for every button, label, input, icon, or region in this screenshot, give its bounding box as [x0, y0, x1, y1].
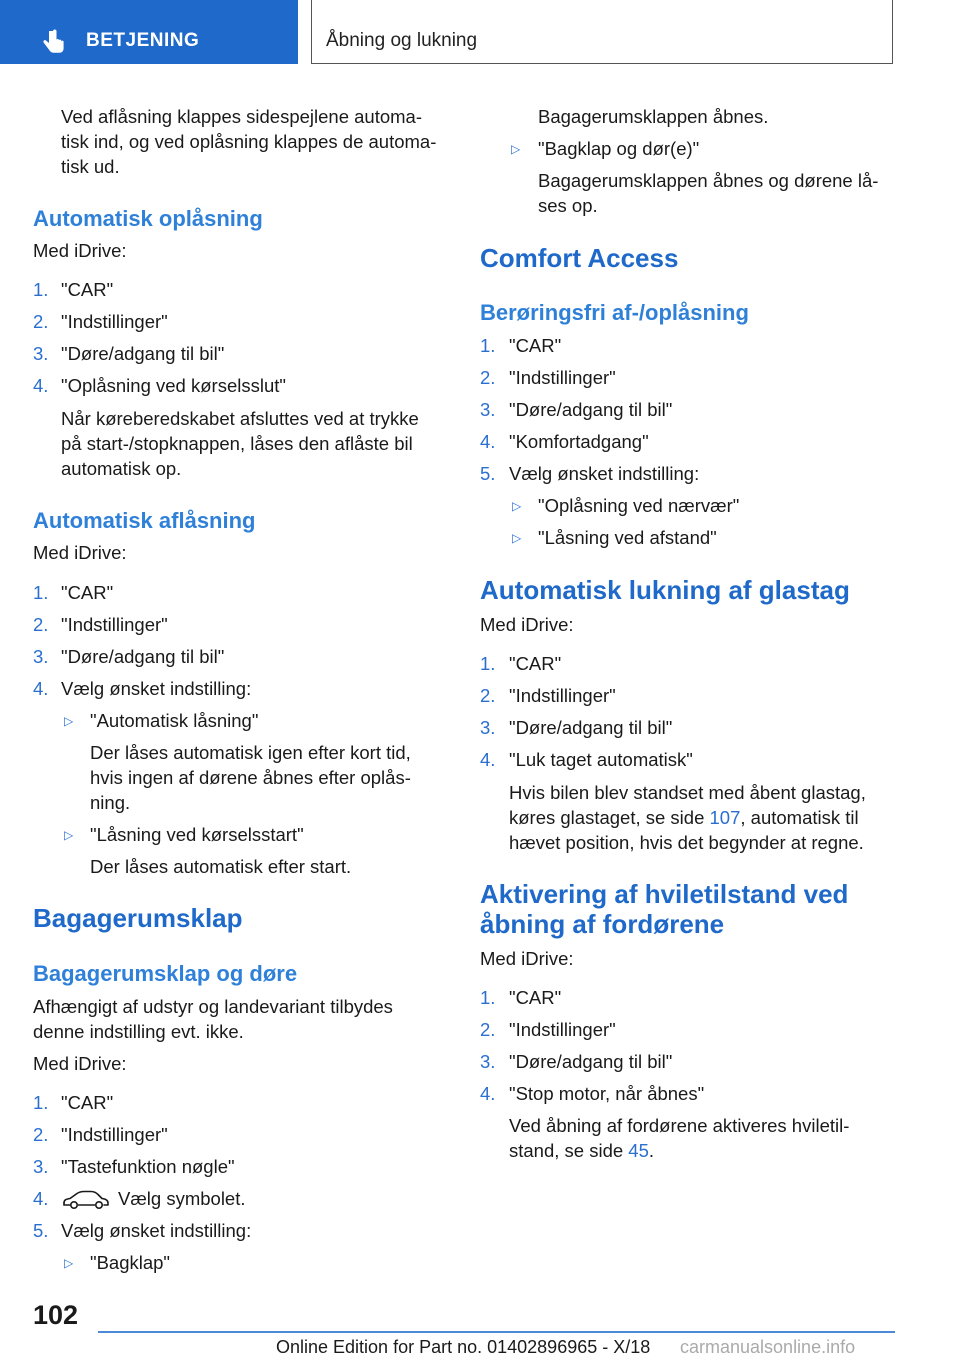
step-number: 3. — [480, 1051, 496, 1072]
note-line: hævet position, hvis det begynder at regne. — [509, 832, 864, 853]
heading-comfort-access: Comfort Access — [480, 243, 679, 273]
step-number: 3. — [33, 343, 49, 364]
hand-pointer-icon — [40, 28, 68, 56]
step-number: 3. — [33, 646, 49, 667]
step-text: "Oplåsning ved kørselsslut" — [61, 375, 286, 396]
step-text: Vælg ønsket indstilling: — [61, 1220, 252, 1241]
option-label: "Bagklap og dør(e)" — [538, 138, 700, 159]
option-desc: Der låses automatisk efter start. — [90, 856, 352, 877]
page-link-107[interactable]: 107 — [709, 807, 741, 828]
option-desc: Der låses automatisk igen efter kort tid, — [90, 742, 411, 763]
step-text: "Døre/adgang til bil" — [509, 1051, 673, 1072]
option-desc: Bagagerumsklappen åbnes og dørene lå- — [538, 170, 879, 191]
bullet-triangle-icon: ▷ — [64, 828, 74, 842]
step-text: "Indstillinger" — [509, 367, 616, 388]
edition-text: Online Edition for Part no. 01402896965 - X/18 — [276, 1337, 651, 1357]
step-text: "CAR" — [61, 1092, 114, 1113]
heading-standby-cont: åbning af fordørene — [480, 909, 725, 939]
intro-line: tisk ud. — [61, 156, 120, 177]
step-text: "CAR" — [61, 279, 114, 300]
lead-text: Med iDrive: — [33, 1053, 127, 1074]
note-line: Ved åbning af fordørene aktiveres hviletil- — [509, 1115, 850, 1136]
step-text: "Luk taget automatisk" — [509, 749, 693, 770]
lead-text: Med iDrive: — [33, 542, 127, 563]
step-number: 4. — [480, 431, 496, 452]
option-desc: ning. — [90, 792, 131, 813]
heading-trunk: Bagagerumsklap — [33, 903, 243, 933]
step-text: "CAR" — [509, 653, 562, 674]
intro-line: denne indstilling evt. ikke. — [33, 1021, 244, 1042]
step-text: "Indstillinger" — [509, 685, 616, 706]
note-line: automatisk op. — [61, 458, 182, 479]
step-text: "Indstillinger" — [61, 614, 168, 635]
page-title-tab — [311, 0, 893, 64]
step-number: 2. — [33, 614, 49, 635]
step-number: 2. — [33, 1124, 49, 1145]
step-number: 4. — [33, 1188, 49, 1209]
lead-text: Med iDrive: — [33, 240, 127, 261]
note-line: på start-/stopknappen, låses den aflåste bil — [61, 433, 413, 454]
heading-auto-unlock: Automatisk oplåsning — [33, 206, 263, 231]
car-outline-icon — [61, 1188, 111, 1210]
bullet-triangle-icon: ▷ — [512, 499, 522, 513]
section-label: BETJENING — [86, 30, 200, 51]
option-label: "Bagklap" — [90, 1252, 170, 1273]
step-number: 1. — [480, 653, 496, 674]
lead-text: Med iDrive: — [480, 948, 574, 969]
step-text: Vælg symbolet. — [118, 1188, 246, 1209]
step-text: "CAR" — [509, 335, 562, 356]
intro-line: tisk ind, og ved oplåsning klappes de automa- — [61, 131, 437, 152]
step-text: "Døre/adgang til bil" — [509, 717, 673, 738]
step-text: "Døre/adgang til bil" — [61, 343, 225, 364]
footer-divider — [98, 1331, 895, 1333]
step-number: 3. — [480, 399, 496, 420]
step-number: 4. — [480, 1083, 496, 1104]
option-label: "Oplåsning ved nærvær" — [538, 495, 740, 516]
step-number: 4. — [480, 749, 496, 770]
step-text: "CAR" — [509, 987, 562, 1008]
step-number: 4. — [33, 678, 49, 699]
option-desc: hvis ingen af dørene åbnes efter oplås- — [90, 767, 411, 788]
step-number: 2. — [33, 311, 49, 332]
step-number: 1. — [33, 1092, 49, 1113]
step-text: "Indstillinger" — [61, 1124, 168, 1145]
step-number: 5. — [480, 463, 496, 484]
step-number: 2. — [480, 685, 496, 706]
page-number: 102 — [33, 1300, 79, 1330]
section-tab[interactable] — [0, 0, 298, 64]
step-text: "CAR" — [61, 582, 114, 603]
heading-standby: Aktivering af hviletilstand ved — [480, 879, 849, 909]
step-number: 3. — [480, 717, 496, 738]
step-text: Vælg ønsket indstilling: — [61, 678, 252, 699]
heading-glass-roof: Automatisk lukning af glastag — [480, 575, 850, 605]
step-number: 2. — [480, 1019, 496, 1040]
step-number: 1. — [33, 279, 49, 300]
bullet-triangle-icon: ▷ — [64, 1256, 74, 1270]
option-desc: ses op. — [538, 195, 598, 216]
step-text: "Indstillinger" — [509, 1019, 616, 1040]
note-line: stand, se side 45. — [509, 1140, 655, 1161]
option-label: "Automatisk låsning" — [90, 710, 259, 731]
page-title: Åbning og lukning — [326, 30, 478, 51]
step-text: "Døre/adgang til bil" — [509, 399, 673, 420]
step-number: 2. — [480, 367, 496, 388]
heading-auto-lock: Automatisk aflåsning — [33, 508, 256, 533]
bullet-triangle-icon: ▷ — [64, 714, 74, 728]
intro-line: Afhængigt af udstyr og landevariant tilbydes — [33, 996, 393, 1017]
step-text: "Indstillinger" — [61, 311, 168, 332]
bullet-triangle-icon: ▷ — [511, 142, 521, 156]
bullet-triangle-icon: ▷ — [512, 531, 522, 545]
option-label: "Låsning ved afstand" — [538, 527, 717, 548]
note-line: køres glastaget, se side 107, automatisk til — [509, 807, 859, 828]
step-number: 1. — [480, 987, 496, 1008]
option-desc: Bagagerumsklappen åbnes. — [538, 106, 769, 127]
intro-line: Ved aflåsning klappes sidespejlene automa- — [61, 106, 422, 127]
step-text: "Stop motor, når åbnes" — [509, 1083, 705, 1104]
step-number: 5. — [33, 1220, 49, 1241]
step-text: "Døre/adgang til bil" — [61, 646, 225, 667]
subheading-keyless: Berøringsfri af-/oplåsning — [480, 300, 749, 325]
page-link-45[interactable]: 45 — [628, 1140, 649, 1161]
step-text: Vælg ønsket indstilling: — [509, 463, 700, 484]
note-line: Når køreberedskabet afsluttes ved at trykke — [61, 408, 419, 429]
step-number: 3. — [33, 1156, 49, 1177]
step-number: 4. — [33, 375, 49, 396]
step-number: 1. — [480, 335, 496, 356]
watermark: carmanualsonline.info — [680, 1337, 856, 1357]
step-text: "Komfortadgang" — [509, 431, 649, 452]
option-label: "Låsning ved kørselsstart" — [90, 824, 304, 845]
note-line: Hvis bilen blev standset med åbent glastag, — [509, 782, 866, 803]
page-header — [0, 0, 960, 66]
step-text: "Tastefunktion nøgle" — [61, 1156, 235, 1177]
step-number: 1. — [33, 582, 49, 603]
subheading-trunk-doors: Bagagerumsklap og døre — [33, 961, 298, 986]
lead-text: Med iDrive: — [480, 614, 574, 635]
